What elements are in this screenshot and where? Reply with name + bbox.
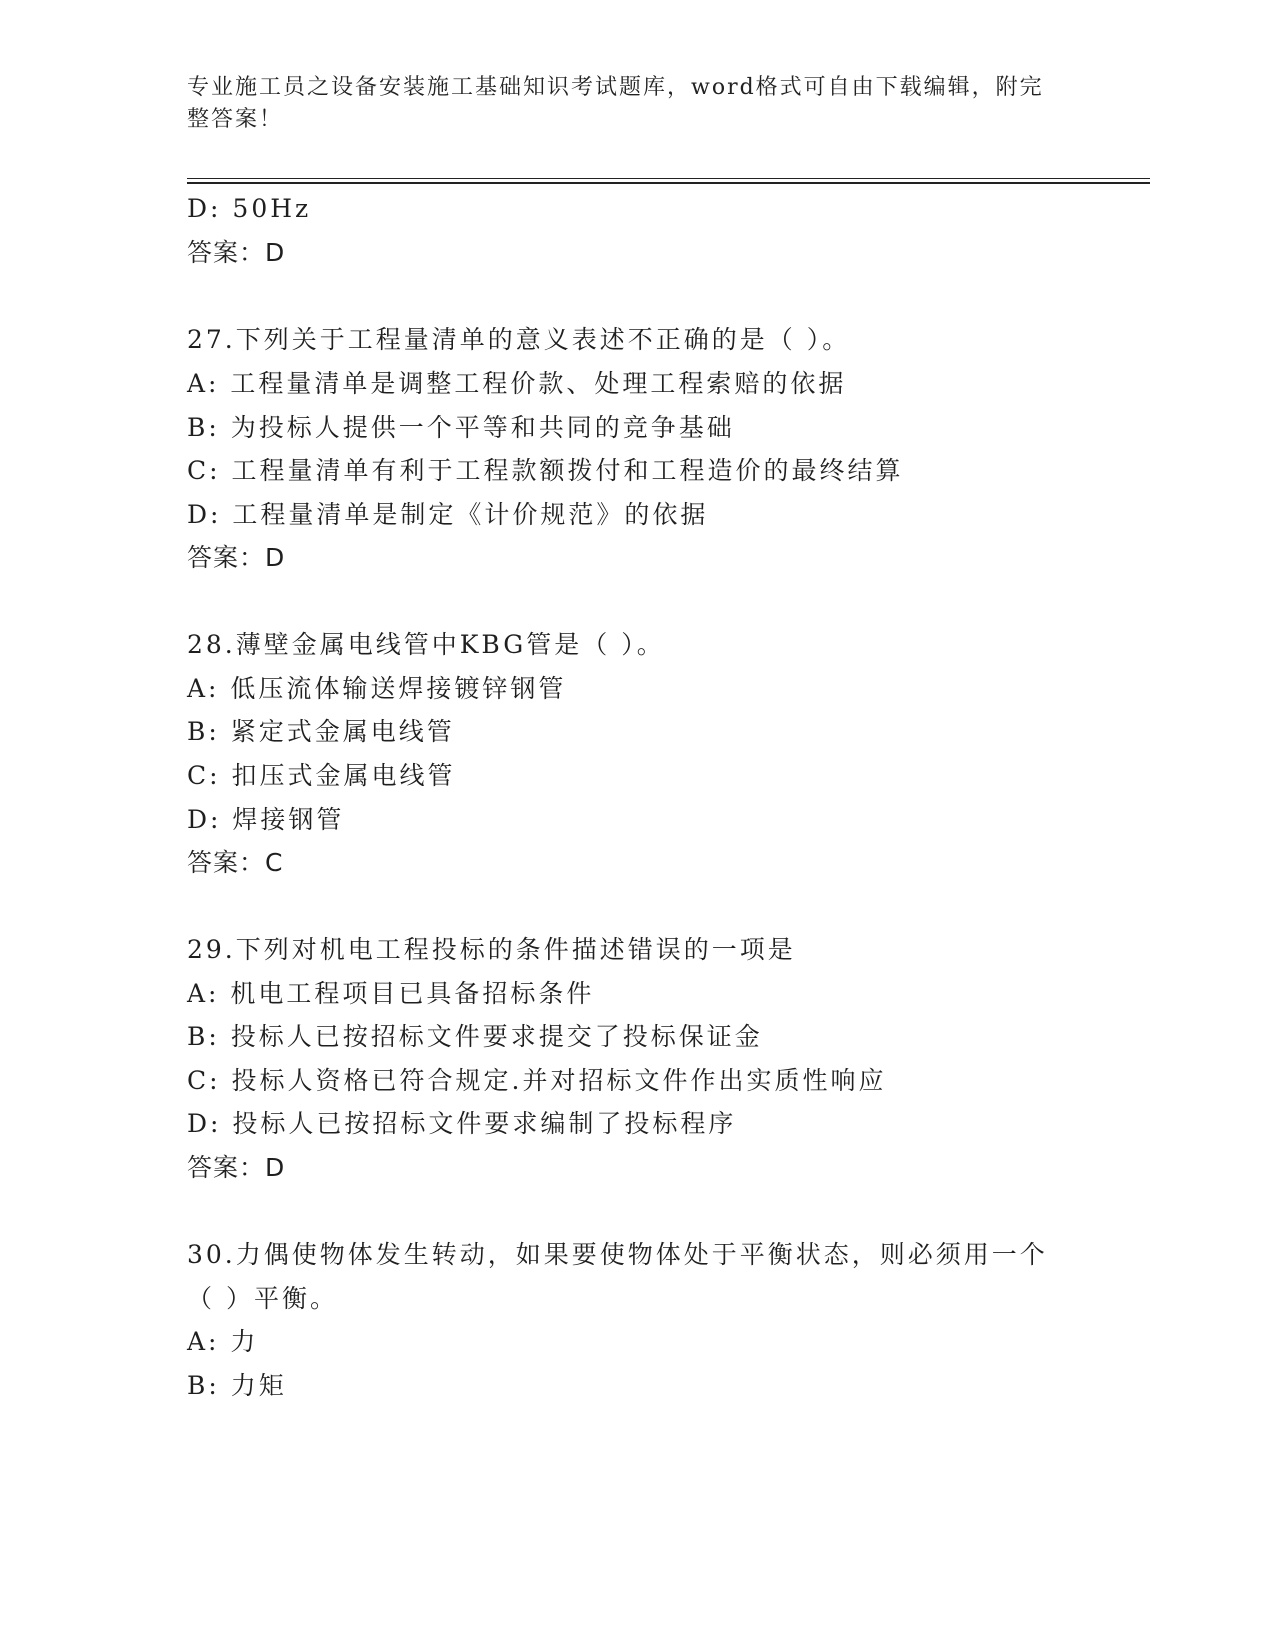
q29-option-b: B: 投标人已按招标文件要求提交了投标保证金 — [187, 1022, 763, 1051]
q29-option-c: C: 投标人资格已符合规定.并对招标文件作出实质性响应 — [187, 1066, 887, 1095]
q27-answer: 答案：D — [187, 543, 286, 572]
q27-option-c: C: 工程量清单有利于工程款额拨付和工程造价的最终结算 — [187, 456, 904, 485]
q29-option-d: D: 投标人已按招标文件要求编制了投标程序 — [187, 1109, 737, 1138]
q28-stem: 28.薄壁金属电线管中KBG管是（ ）。 — [187, 630, 665, 659]
q28-answer: 答案：C — [187, 848, 284, 877]
q28-option-a: A: 低压流体输送焊接镀锌钢管 — [187, 674, 567, 703]
q30-stem-line1: 30.力偶使物体发生转动，如果要使物体处于平衡状态，则必须用一个 — [187, 1240, 1048, 1269]
q29-stem: 29.下列对机电工程投标的条件描述错误的一项是 — [187, 935, 796, 964]
q27-option-b: B: 为投标人提供一个平等和共同的竞争基础 — [187, 413, 735, 442]
q27-option-d: D: 工程量清单是制定《计价规范》的依据 — [187, 500, 709, 529]
header-rule-thin — [187, 178, 1150, 179]
q26-option-d: D: 50Hz — [187, 194, 312, 223]
q29-option-a: A: 机电工程项目已具备招标条件 — [187, 979, 595, 1008]
q26-answer: 答案：D — [187, 238, 286, 267]
document-header: 专业施工员之设备安装施工基础知识考试题库，word格式可自由下载编辑，附完整答案！ — [187, 75, 1044, 132]
q30-option-a: A: 力 — [187, 1327, 259, 1356]
q27-option-a: A: 工程量清单是调整工程价款、处理工程索赔的依据 — [187, 369, 847, 398]
q28-option-d: D: 焊接钢管 — [187, 805, 345, 834]
q30-option-b: B: 力矩 — [187, 1371, 287, 1400]
q27-stem: 27.下列关于工程量清单的意义表述不正确的是（ ）。 — [187, 325, 851, 354]
q28-option-c: C: 扣压式金属电线管 — [187, 761, 456, 790]
q28-option-b: B: 紧定式金属电线管 — [187, 717, 455, 746]
q30-stem-line2: （ ）平衡。 — [187, 1284, 338, 1313]
q29-answer: 答案：D — [187, 1153, 286, 1182]
header-rule-thick — [187, 182, 1150, 184]
